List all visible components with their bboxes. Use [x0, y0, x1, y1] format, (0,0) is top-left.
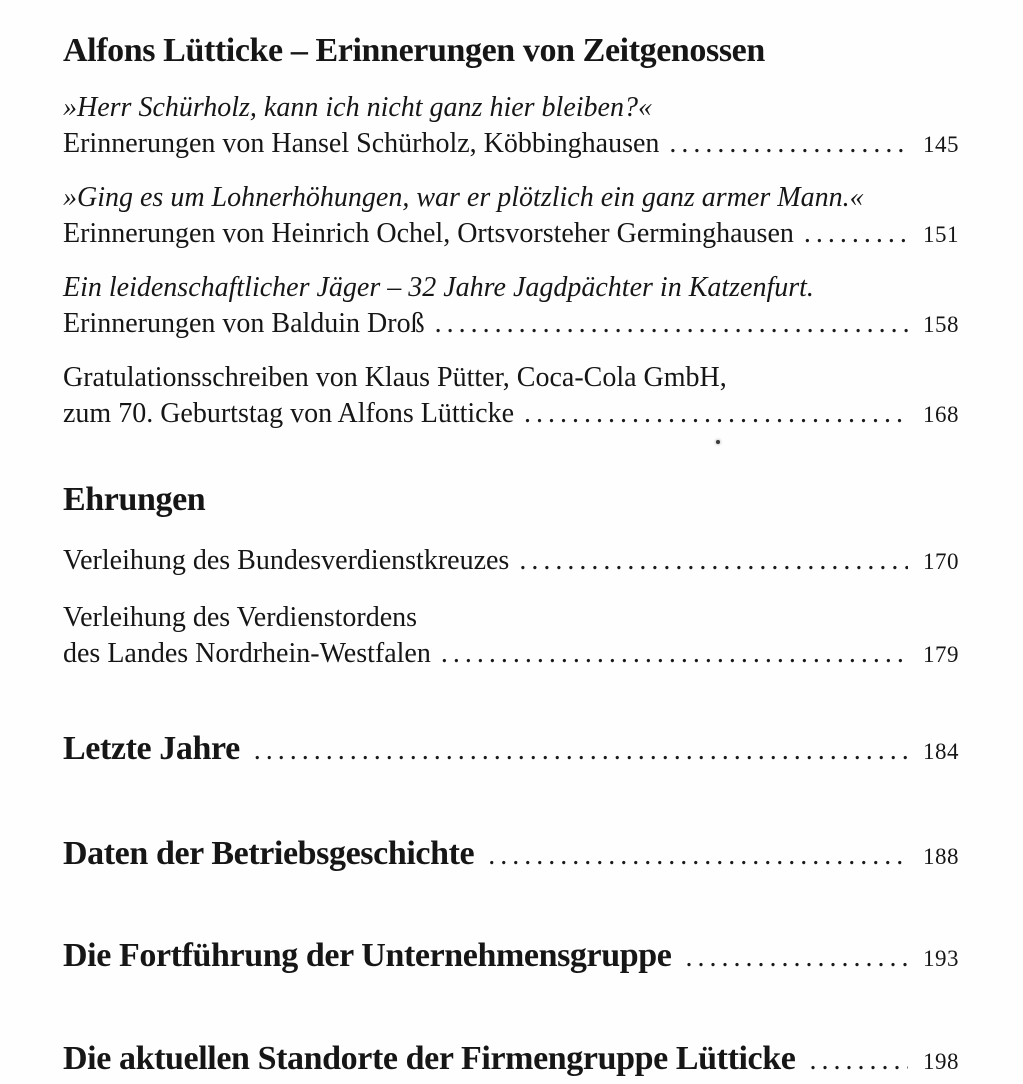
entry-subtitle: Verleihung des Verdienstordens	[63, 602, 418, 633]
toc-entry	[63, 543, 959, 580]
dot-leader	[669, 126, 908, 162]
chapter-title: Letzte Jahre	[63, 730, 240, 767]
section-ehrungen	[63, 479, 959, 673]
dot-leader	[435, 306, 908, 342]
page-number: 188	[923, 844, 959, 869]
entry-subtitle: Gratulationsschreiben von Klaus Pütter, Coca-Cola GmbH,	[63, 362, 727, 393]
page-number: 184	[923, 739, 959, 764]
toc-entry	[63, 270, 959, 343]
dot-leader	[804, 216, 908, 252]
section-erinnerungen	[63, 30, 959, 433]
entry-row	[63, 396, 959, 433]
entry-title: zum 70. Geburtstag von Alfons Lütticke	[63, 398, 515, 429]
toc-entry	[63, 90, 959, 163]
toc-entry	[63, 600, 959, 673]
page-number: 198	[923, 1049, 959, 1074]
section-heading: Ehrungen	[63, 481, 206, 518]
entry-title: Erinnerungen von Balduin Droß	[63, 308, 425, 339]
entry-subtitle: »Ging es um Lohnerhöhungen, war er plötzlich ein ganz armer Mann.«	[63, 182, 864, 213]
chapter-entry	[63, 935, 959, 983]
scan-artifact-dot	[716, 440, 720, 444]
page-number: 158	[923, 312, 959, 337]
dot-leader	[809, 1040, 908, 1084]
entry-row	[63, 636, 959, 673]
entry-row	[63, 216, 959, 253]
page-number: 193	[923, 946, 959, 971]
page-number: 168	[923, 402, 959, 427]
entry-title: Erinnerungen von Heinrich Ochel, Ortsvorsteher Germinghausen	[63, 218, 794, 249]
toc-entry	[63, 180, 959, 253]
dot-leader	[685, 937, 908, 983]
chapter-entry	[63, 833, 959, 881]
chapter-title: Die Fortführung der Unternehmensgruppe	[63, 937, 672, 974]
toc-entry	[63, 360, 959, 433]
table-of-contents	[63, 30, 959, 1084]
entry-row	[63, 126, 959, 163]
entry-subtitle: »Herr Schürholz, kann ich nicht ganz hier bleiben?«	[63, 92, 652, 123]
page-number: 170	[923, 549, 959, 574]
chapter-entry	[63, 728, 959, 776]
page-number: 179	[923, 642, 959, 667]
entry-row	[63, 543, 959, 580]
page-number: 145	[923, 132, 959, 157]
entry-title: des Landes Nordrhein-Westfalen	[63, 638, 431, 669]
entry-title: Verleihung des Bundesverdienstkreuzes	[63, 545, 510, 576]
section-heading: Alfons Lütticke – Erinnerungen von Zeitgenossen	[63, 32, 765, 69]
entry-subtitle: Ein leidenschaftlicher Jäger – 32 Jahre Jagdpächter in Katzenfurt.	[63, 272, 814, 303]
dot-leader	[519, 543, 908, 579]
dot-leader	[524, 396, 908, 432]
dot-leader	[441, 636, 908, 672]
dot-leader	[254, 730, 908, 776]
chapter-entry	[63, 1038, 959, 1084]
chapter-title: Die aktuellen Standorte der Firmengruppe Lütticke	[63, 1040, 796, 1077]
entry-row	[63, 306, 959, 343]
entry-title: Erinnerungen von Hansel Schürholz, Köbbinghausen	[63, 128, 660, 159]
chapter-title: Daten der Betriebsgeschichte	[63, 835, 475, 872]
dot-leader	[488, 835, 908, 881]
page-number: 151	[923, 222, 959, 247]
